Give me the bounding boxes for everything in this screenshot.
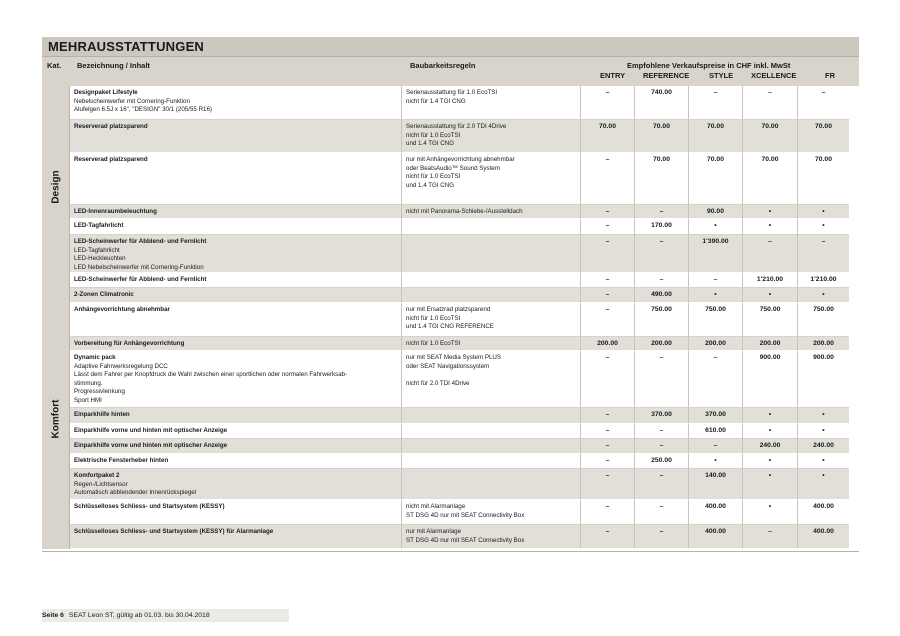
rule-line: nur mit Ersatzrad platzsparend [406, 306, 491, 313]
price-reference: 750.00 [635, 303, 689, 337]
option-title: LED-Scheinwerfer für Abblend- und Fernlicht [74, 238, 207, 245]
price-fr: 750.00 [798, 303, 849, 337]
table-row [70, 525, 849, 549]
table-row [70, 500, 849, 525]
option-title: Komfortpaket 2 [74, 472, 120, 479]
description-cell [70, 288, 402, 303]
category-rows [70, 86, 849, 288]
rule-line: Serienausstattung für 2.0 TDI 4Drive [406, 123, 507, 130]
price-xcellence: • [743, 205, 798, 219]
price-style: 370.00 [689, 408, 743, 424]
rule-line: nicht für 1.0 EcoTSI [406, 173, 461, 180]
description-cell [70, 351, 402, 408]
option-title: Vorbereitung für Anhängevorrichtung [74, 340, 185, 347]
table-row [70, 303, 849, 337]
description-cell [70, 337, 402, 351]
description-cell [70, 454, 402, 469]
price-fr: 1'210.00 [798, 273, 849, 288]
rule-line: ST DSG 4D nur mit SEAT Connectivity Box [406, 511, 525, 519]
table-row [70, 337, 849, 351]
page-title: MEHRAUSSTATTUNGEN [42, 37, 859, 57]
option-detail: Alufelgen 6.5J x 16", "DESIGN" 30/1 (205/55 R16) [74, 106, 212, 113]
price-entry: 200.00 [581, 337, 635, 351]
price-xcellence: 1'210.00 [743, 273, 798, 288]
price-entry: – [581, 153, 635, 205]
description-cell [70, 469, 402, 500]
option-detail: LED Nebelscheinwerfer mit Cornering-Funktion [74, 263, 204, 271]
table-row [70, 454, 849, 469]
rules-cell [402, 454, 581, 469]
price-xcellence: • [743, 408, 798, 424]
option-title: Einparkhilfe vorne und hinten mit optischer Anzeige [74, 442, 228, 449]
description-cell [70, 120, 402, 153]
option-title: Reserverad platzsparend [74, 156, 148, 163]
price-fr: 400.00 [798, 525, 849, 549]
table-bottom-rule [42, 551, 859, 552]
header-trim-reference: REFERENCE [643, 71, 690, 80]
price-xcellence: 70.00 [743, 120, 798, 153]
price-fr: • [798, 205, 849, 219]
description-cell [70, 408, 402, 424]
rule-line: nicht mit Panorama-Schiebe-/Ausstelldach [406, 208, 523, 215]
price-entry: – [581, 303, 635, 337]
price-entry: – [581, 525, 635, 549]
option-title: LED-Tagfahrlicht [74, 222, 124, 229]
price-reference: 70.00 [635, 153, 689, 205]
rule-line: nur mit Anhängevorrichtung abnehmbar [406, 156, 515, 163]
option-detail: Regen-/Lichtsensor [74, 480, 128, 488]
price-fr: 70.00 [798, 153, 849, 205]
option-detail: Nebelscheinwerfer mit Cornering-Funktion [74, 97, 190, 105]
price-reference: – [635, 525, 689, 549]
rule-line: nicht für 1.0 EcoTSI [406, 314, 461, 322]
rules-cell [402, 303, 581, 337]
description-cell [70, 303, 402, 337]
price-reference: – [635, 500, 689, 525]
table-header [42, 57, 859, 86]
table-row [70, 219, 849, 235]
price-fr: 200.00 [798, 337, 849, 351]
table-row [70, 235, 849, 273]
rule-line: und 1.4 TGI CNG [406, 140, 455, 147]
price-fr: • [798, 288, 849, 303]
header-kat: Kat. [47, 61, 62, 70]
price-fr: – [798, 86, 849, 120]
price-style: 400.00 [689, 525, 743, 549]
price-fr: 900.00 [798, 351, 849, 408]
option-detail: Sport HMI [74, 396, 102, 404]
price-reference: – [635, 439, 689, 454]
rule-line: ST DSG 4D nur mit SEAT Connectivity Box [406, 536, 525, 544]
price-reference: – [635, 469, 689, 500]
rules-cell [402, 86, 581, 120]
table-row [70, 288, 849, 303]
description-cell [70, 153, 402, 205]
option-title: Anhängevorrichtung abnehmbar [74, 306, 170, 313]
option-title: 2-Zonen Climatronic [74, 291, 134, 298]
rule-line: nicht für 2.0 TDI 4Drive [406, 379, 470, 387]
price-style: • [689, 288, 743, 303]
price-xcellence: – [743, 235, 798, 273]
price-fr: 400.00 [798, 500, 849, 525]
price-entry: – [581, 454, 635, 469]
price-style: 610.00 [689, 424, 743, 439]
rule-line: oder SEAT Navigationssystem [406, 362, 490, 370]
price-style: 90.00 [689, 205, 743, 219]
option-title: Schlüsselloses Schliess- und Startsystem (KESSY) [74, 503, 225, 510]
category-group-komfort [42, 288, 859, 549]
price-fr: 240.00 [798, 439, 849, 454]
rule-line: nicht für 1.0 EcoTSI [406, 340, 461, 347]
price-entry: – [581, 469, 635, 500]
price-style: – [689, 439, 743, 454]
rules-cell [402, 219, 581, 235]
price-style: • [689, 454, 743, 469]
rules-cell [402, 424, 581, 439]
rule-line: und 1.4 TGI CNG [406, 181, 455, 189]
price-xcellence: • [743, 219, 798, 235]
price-reference: 740.00 [635, 86, 689, 120]
price-fr: 70.00 [798, 120, 849, 153]
rules-cell [402, 120, 581, 153]
header-preise: Empfohlene Verkaufspreise in CHF inkl. MwSt [627, 61, 791, 70]
rule-line: oder BeatsAudio™ Sound System [406, 164, 500, 172]
price-table [42, 37, 859, 549]
description-cell [70, 86, 402, 120]
table-row [70, 205, 849, 219]
category-label: Design [50, 170, 61, 204]
description-cell [70, 205, 402, 219]
price-style: 750.00 [689, 303, 743, 337]
table-row [70, 273, 849, 288]
price-fr: – [798, 235, 849, 273]
price-entry: – [581, 408, 635, 424]
table-body [42, 86, 859, 549]
price-reference: 370.00 [635, 408, 689, 424]
option-title: Reserverad platzsparend [74, 123, 148, 130]
price-style: 400.00 [689, 500, 743, 525]
category-group-design [42, 86, 859, 288]
price-reference: 250.00 [635, 454, 689, 469]
table-row [70, 120, 849, 153]
description-cell [70, 235, 402, 273]
option-title: LED-Scheinwerfer für Abblend- und Fernlicht [74, 276, 207, 283]
header-trim-fr: FR [825, 71, 835, 80]
table-row [70, 153, 849, 205]
category-label: Komfort [50, 399, 61, 438]
header-trim-xcellence: XCELLENCE [751, 71, 797, 80]
description-cell [70, 500, 402, 525]
footer-text: SEAT Leon ST, gültig ab 01.03. bis 30.04.2018 [68, 612, 210, 619]
price-xcellence: – [743, 86, 798, 120]
rules-cell [402, 439, 581, 454]
option-detail: Adaptive Fahrwerksregelung DCC [74, 362, 168, 370]
price-entry: – [581, 439, 635, 454]
price-style: – [689, 273, 743, 288]
price-entry: – [581, 235, 635, 273]
price-entry: – [581, 273, 635, 288]
header-regeln: Baubarkeitsregeln [410, 61, 476, 70]
option-detail: LED-Tagfahrlicht [74, 246, 120, 254]
price-entry: – [581, 288, 635, 303]
option-detail: Automatisch abblendender Innenrückspiegel [74, 489, 197, 496]
price-entry: – [581, 219, 635, 235]
price-reference: – [635, 205, 689, 219]
option-title: Elektrische Fensterheber hinten [74, 457, 169, 464]
header-trim-entry: ENTRY [600, 71, 626, 80]
category-cell [42, 86, 70, 288]
table-row [70, 469, 849, 500]
option-detail: LED-Heckleuchten [74, 255, 126, 262]
table-row [70, 408, 849, 424]
rule-line: nur mit Alarmanlage [406, 528, 462, 535]
price-xcellence: • [743, 424, 798, 439]
price-style: 140.00 [689, 469, 743, 500]
rules-cell [402, 153, 581, 205]
price-reference: – [635, 273, 689, 288]
price-reference: 170.00 [635, 219, 689, 235]
price-reference: 70.00 [635, 120, 689, 153]
price-fr: • [798, 219, 849, 235]
page-number: Seite 6 [42, 612, 64, 619]
rule-line: nicht mit Alarmanlage [406, 503, 466, 510]
price-style: 200.00 [689, 337, 743, 351]
description-cell [70, 424, 402, 439]
rules-cell [402, 351, 581, 408]
table-row [70, 86, 849, 120]
rules-cell [402, 288, 581, 303]
header-bezeichnung: Bezeichnung / Inhalt [77, 61, 150, 70]
option-title: LED-Innenraumbeleuchtung [74, 208, 157, 215]
price-xcellence: • [743, 500, 798, 525]
price-style: 70.00 [689, 120, 743, 153]
option-title: Einparkhilfe hinten [74, 411, 130, 418]
rules-cell [402, 525, 581, 549]
rule-line: nicht für 1.4 TGI CNG [406, 97, 466, 105]
rules-cell [402, 235, 581, 273]
description-cell [70, 525, 402, 549]
price-xcellence: – [743, 525, 798, 549]
price-style: • [689, 219, 743, 235]
price-entry: – [581, 424, 635, 439]
rules-cell [402, 337, 581, 351]
price-xcellence: 240.00 [743, 439, 798, 454]
price-reference: – [635, 235, 689, 273]
price-style: – [689, 86, 743, 120]
table-row [70, 424, 849, 439]
rule-line: und 1.4 TGI CNG REFERENCE [406, 323, 494, 330]
price-entry: – [581, 205, 635, 219]
price-entry: 70.00 [581, 120, 635, 153]
description-cell [70, 439, 402, 454]
option-title: Dynamic pack [74, 354, 116, 361]
header-trim-style: STYLE [709, 71, 734, 80]
rules-cell [402, 408, 581, 424]
option-title: Schlüsselloses Schliess- und Startsystem (KESSY) für Alarmanlage [74, 528, 274, 535]
price-fr: • [798, 408, 849, 424]
price-xcellence: • [743, 288, 798, 303]
price-style: 70.00 [689, 153, 743, 205]
rule-line: nicht für 1.0 EcoTSI [406, 131, 461, 139]
rules-cell [402, 205, 581, 219]
price-entry: – [581, 86, 635, 120]
description-cell [70, 219, 402, 235]
price-style: – [689, 351, 743, 408]
rules-cell [402, 273, 581, 288]
price-style: 1'390.00 [689, 235, 743, 273]
rule-line [406, 371, 576, 380]
rule-line: nur mit SEAT Media System PLUS [406, 354, 502, 361]
option-title: Designpaket Lifestyle [74, 89, 138, 96]
price-fr: • [798, 469, 849, 500]
price-reference: 200.00 [635, 337, 689, 351]
option-detail: Progressivlenkung [74, 388, 125, 395]
page-footer [42, 609, 289, 622]
price-reference: – [635, 351, 689, 408]
option-title: Einparkhilfe vorne und hinten mit optischer Anzeige [74, 427, 228, 434]
price-xcellence: 900.00 [743, 351, 798, 408]
price-entry: – [581, 351, 635, 408]
description-cell [70, 273, 402, 288]
rule-line: Serienausstattung für 1.0 EcoTSI [406, 89, 498, 96]
option-detail: stimmung. [74, 379, 103, 387]
category-rows [70, 288, 849, 549]
price-xcellence: • [743, 469, 798, 500]
option-detail: Lässt dem Fahrer per Knopfdruck die Wahl zwischen einer sportlichen oder normalen Fahrwerksab- [74, 371, 348, 378]
price-xcellence: • [743, 454, 798, 469]
price-xcellence: 750.00 [743, 303, 798, 337]
price-entry: – [581, 500, 635, 525]
rules-cell [402, 500, 581, 525]
price-xcellence: 200.00 [743, 337, 798, 351]
price-fr: • [798, 454, 849, 469]
price-reference: – [635, 424, 689, 439]
price-xcellence: 70.00 [743, 153, 798, 205]
table-row [70, 351, 849, 408]
category-cell [42, 288, 70, 549]
price-fr: • [798, 424, 849, 439]
price-reference: 490.00 [635, 288, 689, 303]
table-row [70, 439, 849, 454]
rules-cell [402, 469, 581, 500]
